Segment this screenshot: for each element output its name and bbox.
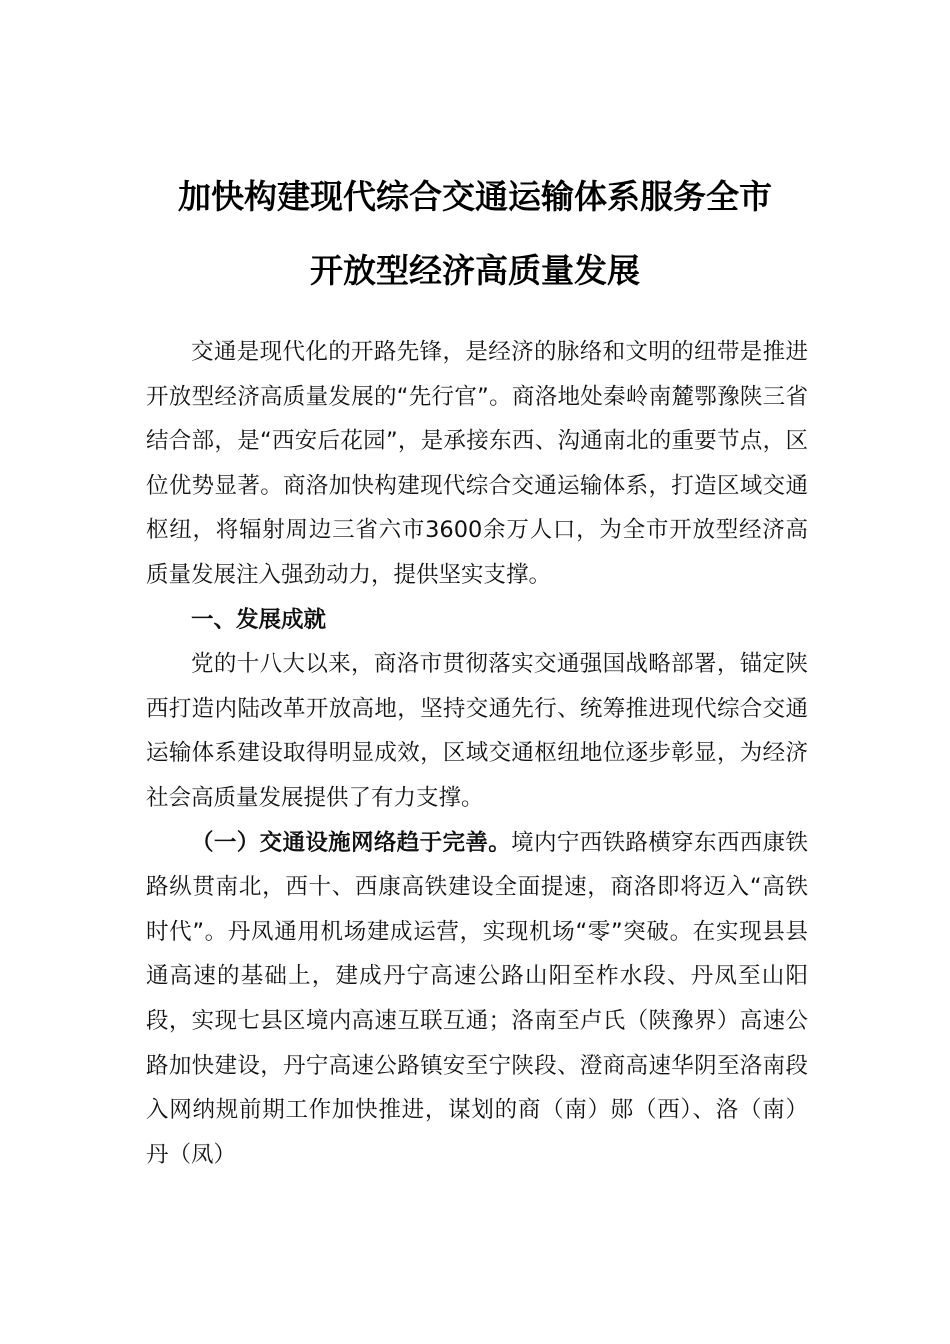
- document-body: [146, 330, 808, 1177]
- title-line-1: 加快构建现代综合交通运输体系服务全市: [178, 177, 772, 216]
- subsection-1-paragraph: [146, 821, 808, 1178]
- section-heading-achievements: 一、发展成就: [191, 606, 327, 633]
- subsection-1-lead: （一）交通设施网络趋于完善。: [191, 829, 512, 856]
- subsection-1-body: 境内宁西铁路横穿东西西康铁路纵贯南北，西十、西康高铁建设全面提速，商洛即将迈入“高铁时代”。丹凤通用机场建成运营，实现机场“零”突破。在实现县县通高速的基础上，建成丹宁高速公路山阳至柞水段、丹凤至山阳段，实现七县区境内高速互联互通；洛南至卢氏（陕豫界）高速公路加快建设，丹宁高速公路镇安至宁陕段、澄商高速华阴至洛南段入网纳规前期工作加快推进，谋划的商（南）郧（西）、洛（南）丹（凤）: [146, 829, 808, 1168]
- section-1-paragraph: 党的十八大以来，商洛市贯彻落实交通强国战略部署，锚定陕西打造内陆改革开放高地，坚持交通先行、统筹推进现代综合交通运输体系建设取得明显成效，区域交通枢纽地位逐步彰显，为经济社会高质量发展提供了有力支撑。: [146, 651, 808, 811]
- document-title: [0, 160, 950, 308]
- intro-paragraph: 交通是现代化的开路先锋，是经济的脉络和文明的纽带是推进开放型经济高质量发展的“先行官”。商洛地处秦岭南麓鄂豫陕三省结合部，是“西安后花园”，是承接东西、沟通南北的重要节点，区位优势显著。商洛加快构建现代综合交通运输体系，打造区域交通枢纽，将辐射周边三省六市3600余万人口，为全市开放型经济高质量发展注入强劲动力，提供坚实支撑。: [146, 339, 808, 588]
- title-line-2: 开放型经济高质量发展: [310, 251, 640, 290]
